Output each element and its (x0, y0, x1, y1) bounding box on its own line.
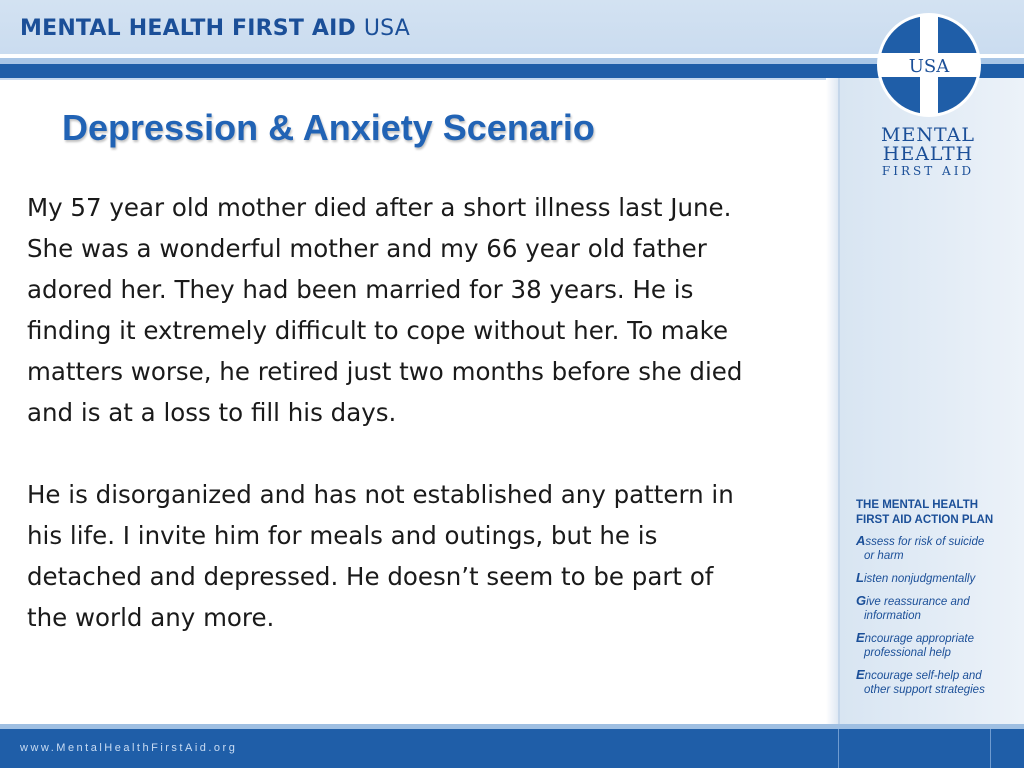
action-plan-item-give (856, 594, 1016, 623)
plan-text: isten nonjudgmentally (863, 573, 976, 585)
plan-letter: E (856, 667, 865, 682)
plan-text-cont: information (864, 610, 921, 622)
action-plan-item-encourage-selfhelp (856, 668, 1016, 697)
plan-text-cont: professional help (864, 647, 951, 659)
header-divider-blue (0, 64, 1024, 78)
brand-usa: USA (363, 16, 410, 41)
action-plan-item-listen (856, 571, 1016, 586)
footer-url-link[interactable]: www.MentalHealthFirstAid.org (20, 742, 238, 754)
logo-line1: MENTAL (881, 124, 975, 146)
action-plan-heading (856, 498, 1016, 528)
plan-text-cont: other support strategies (864, 684, 985, 696)
header-brand (20, 16, 410, 41)
logo-badge-text: USA (908, 56, 950, 77)
scenario-paragraph-2: He is disorganized and has not established any pattern in his life. I invite him for meals and outings, but he is detached and depressed. He doesn’t seem to be part of the world any more. (27, 480, 734, 632)
plan-letter: G (856, 593, 867, 608)
plan-text: ncourage appropriate (864, 633, 975, 645)
plan-letter: A (856, 533, 866, 548)
action-plan-heading-line1: THE MENTAL HEALTH (856, 499, 979, 511)
plan-letter: L (856, 570, 864, 585)
footer-divider-right (990, 729, 991, 768)
logo-wordmark (858, 126, 998, 178)
brand-bold: MENTAL HEALTH FIRST AID (20, 16, 356, 41)
action-plan-item-encourage-professional (856, 631, 1016, 660)
logo-line3: FIRST AID (881, 164, 975, 178)
action-plan (856, 498, 1016, 705)
scenario-text (27, 187, 842, 638)
plan-text: ncourage self-help and (864, 670, 982, 682)
logo-line2: HEALTH (882, 143, 974, 165)
slide-title: Depression & Anxiety Scenario (62, 107, 595, 148)
mhfa-cross-logo-icon (876, 12, 982, 118)
action-plan-heading-line2: FIRST AID ACTION PLAN (856, 514, 994, 526)
footer-divider-left (838, 729, 839, 768)
plan-text: ive reassurance and (866, 596, 970, 608)
plan-text: ssess for risk of suicide (865, 536, 985, 548)
plan-text-cont: or harm (864, 550, 904, 562)
action-plan-item-assess (856, 534, 1016, 563)
scenario-paragraph-1: My 57 year old mother died after a short illness last June. She was a wonderful mother and my 66 year old father adored her. They had been married for 38 years. He is finding it extremely difficult to cope without her. To make matters worse, he retired just two months before she died and is at a loss to fill his days. (27, 193, 743, 427)
plan-letter: E (856, 630, 865, 645)
